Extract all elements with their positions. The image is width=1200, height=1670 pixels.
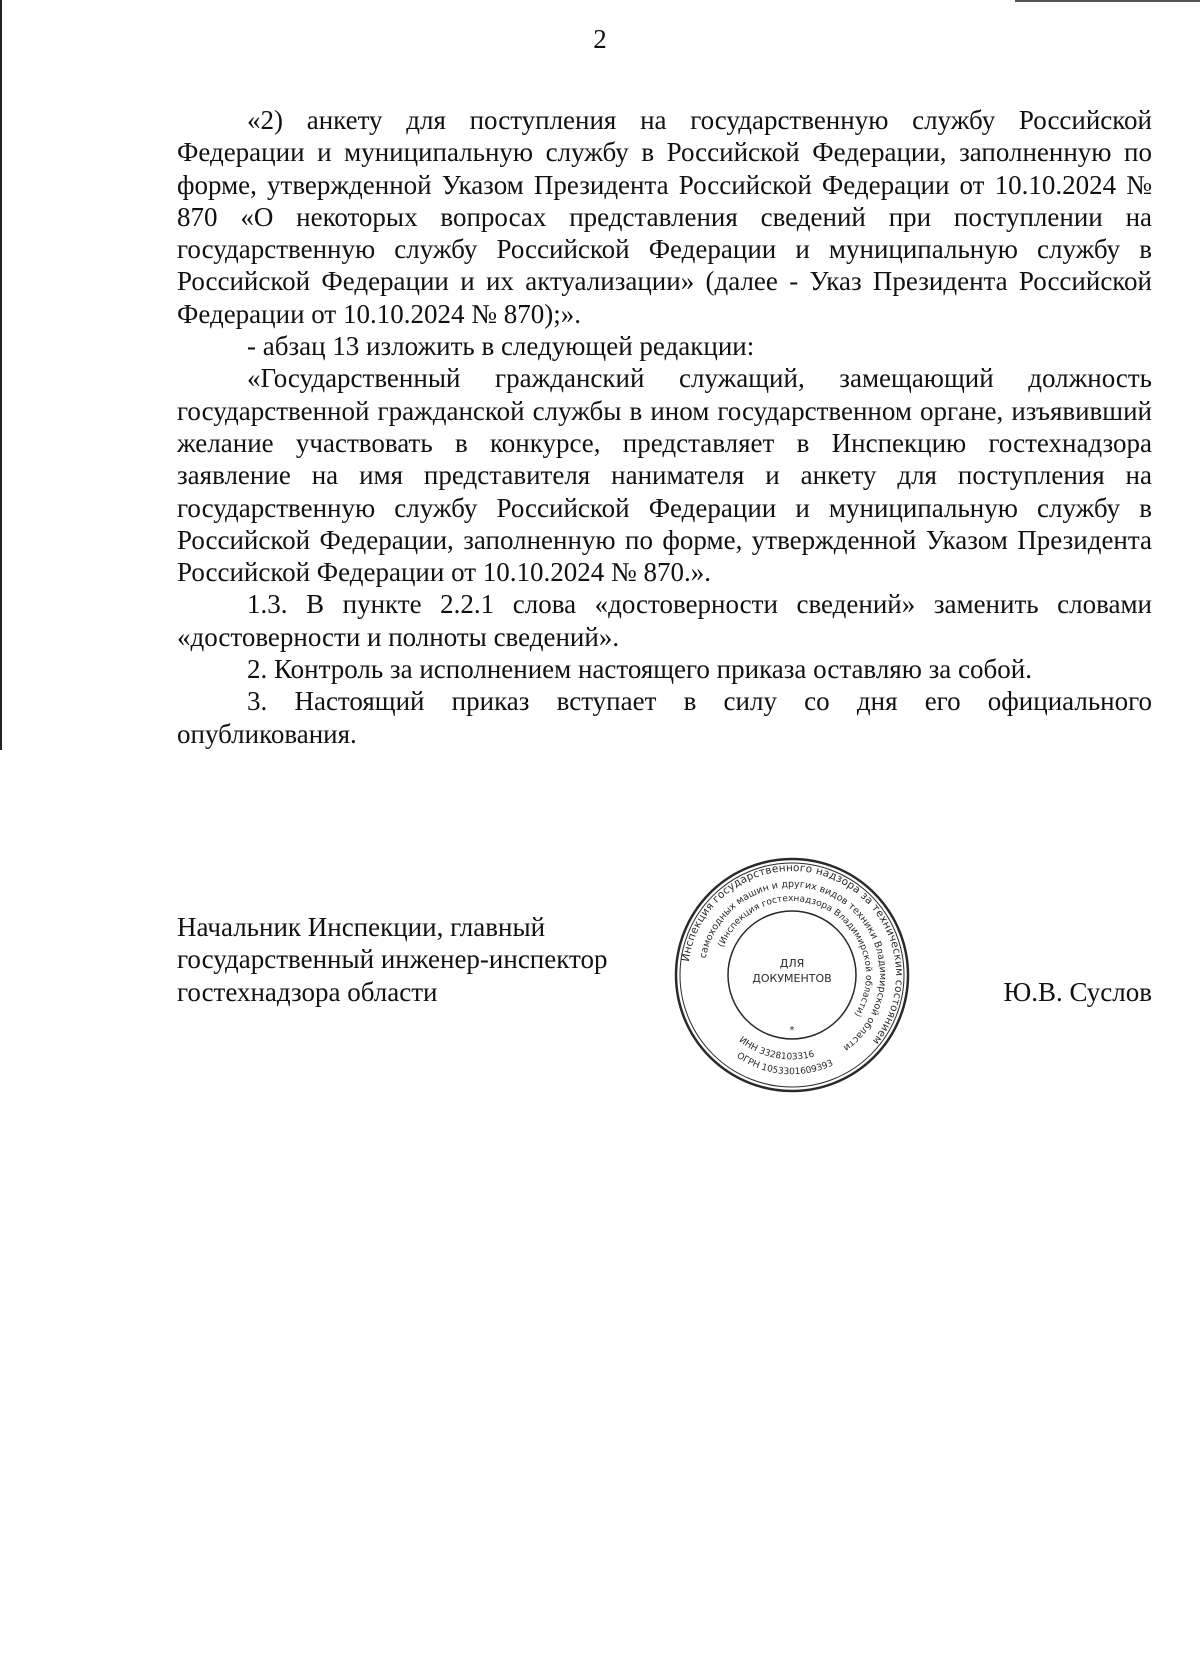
signatory-title-line: Начальник Инспекции, главный <box>177 912 546 942</box>
signatory-name: Ю.В. Суслов <box>1003 977 1152 1007</box>
stamp-outer-text: Инспекция государственного надзора за техническим состоянием <box>679 861 906 1047</box>
paragraph-civil-servant: «Государственный гражданский служащий, замещающий должность государственной гражданской службы в ином государственном органе, изъявивший желание участвовать в конкурсе, представляет в Инспекцию гостехнадзора заявление на имя представителя нанимателя и анкету для поступления на государственную службу Российской Федерации и муниципальную службу в Российской Федерации, заполненную по форме, утвержденной Указом Президента Российской Федерации от 10.10.2024 № 870.». <box>177 363 1152 588</box>
signatory-title <box>177 911 607 1008</box>
stamp-inn: ИНН 3328103316 <box>736 1035 816 1063</box>
scan-edge-top <box>1015 0 1200 2</box>
signatory-title-line: государственный инженер-инспектор <box>177 944 608 975</box>
stamp-ogrn: ОГРН 1053301609393 <box>734 1050 835 1078</box>
paragraph-abzac-13: - абзац 13 изложить в следующей редакции: <box>247 331 755 362</box>
stamp-center-line-1: ДЛЯ <box>779 957 805 970</box>
stamp-center-line-2: ДОКУМЕНТОВ <box>752 972 832 985</box>
signatory-title-line: гостехнадзора области <box>177 976 438 1007</box>
official-stamp <box>672 855 912 1095</box>
stamp-inner-text: самоходных машин и других видов техники Владимирской области <box>697 878 889 1054</box>
document-body <box>177 104 1152 750</box>
stamp-inner-text-2: (Инспекция гостехнадзора Владимирской области) <box>716 893 874 1019</box>
paragraph-questionnaire: «2) анкету для поступления на государственную службу Российской Федерации и муниципальную службу в Российской Федерации, заполненную по форме, утвержденной Указом Президента Российской Федерации от 10.10.2024 № 870 «О некоторых вопросах представления сведений при поступлении на государственную службу Российской Федерации и муниципальную службу в Российской Федерации и их актуализации» (далее - Указ Президента Российской Федерации от 10.10.2024 № 870);». <box>177 105 1152 329</box>
stamp-star-icon: * <box>789 1025 795 1036</box>
paragraph-1-3: 1.3. В пункте 2.2.1 слова «достоверности сведений» заменить словами «достоверности и полноты сведений». <box>177 589 1152 652</box>
scan-edge-left <box>0 0 2 750</box>
page-number: 2 <box>593 24 607 54</box>
paragraph-2-control: 2. Контроль за исполнением настоящего приказа оставляю за собой. <box>247 654 1032 685</box>
paragraph-3-effective: 3. Настоящий приказ вступает в силу со дня его официального опубликования. <box>177 686 1152 749</box>
